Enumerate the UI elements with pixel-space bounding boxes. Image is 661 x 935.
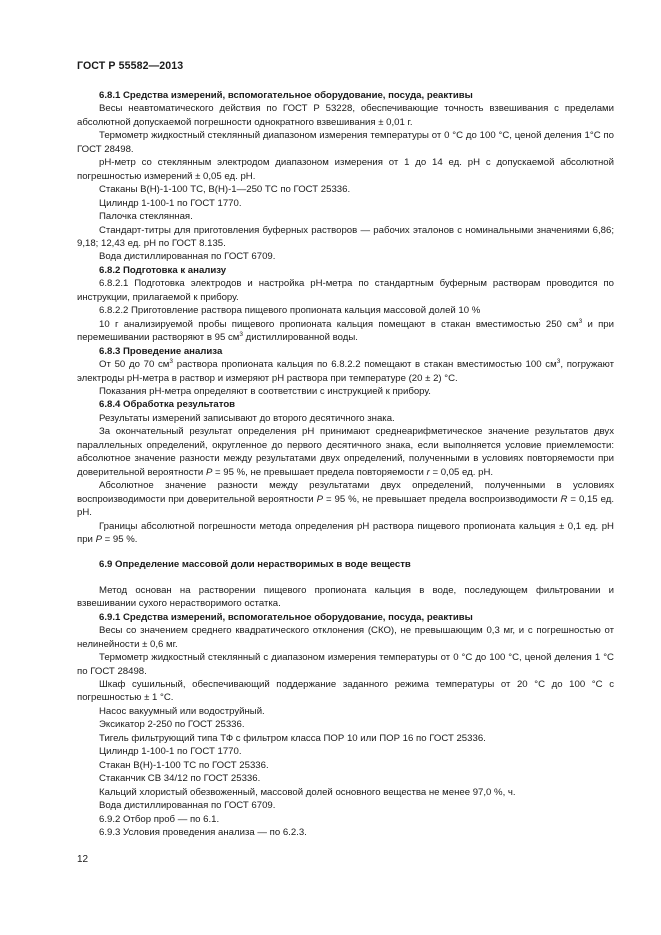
text-run: = 95 %, не превышает предела повторяемости bbox=[212, 466, 427, 478]
section-heading-6-8-2: 6.8.2 Подготовка к анализу bbox=[99, 264, 227, 276]
paragraph: Термометр жидкостный стеклянный диапазоном измерения температуры от 0 °С до 100 °С, ценой деления 1°С по ГОСТ 28498. bbox=[77, 130, 614, 155]
paragraph: Шкаф сушильный, обеспечивающий поддержание заданного режима температуры от 20 °С до 100 °С с погрешностью ± 1 °С. bbox=[77, 679, 614, 704]
paragraph: Цилиндр 1-100-1 по ГОСТ 1770. bbox=[99, 746, 242, 758]
paragraph: 6.8.2.1 Подготовка электродов и настройка рН-метра по стандартным буферным растворам проводится по инструкции, прилагаемой к прибору. bbox=[77, 278, 614, 303]
text-run: 10 г анализируемой пробы пищевого пропионата кальция помещают в стакан вместимостью 250 см bbox=[99, 318, 579, 330]
paragraph: 6.9.3 Условия проведения анализа — по 6.2.3. bbox=[99, 827, 307, 839]
standard-header: ГОСТ Р 55582—2013 bbox=[77, 60, 184, 72]
paragraph: Палочка стеклянная. bbox=[99, 211, 193, 223]
text-run: раствора пропионата кальция по 6.8.2.2 помещают в стакан вместимостью 100 см bbox=[173, 359, 557, 371]
text-run: , погружают электроды рН-метра в раствор и измеряют рН раствора при температуре (20 ± 2) °С. bbox=[77, 359, 614, 384]
paragraph bbox=[77, 520, 614, 547]
superscript: 3 bbox=[169, 357, 174, 365]
text-run: = 95 %, не превышает предела воспроизводимости bbox=[323, 493, 561, 505]
paragraph: Термометр жидкостный стеклянный с диапазоном измерения температуры от 0 °С до 100 °С, ценой деления 1 °С по ГОСТ 28498. bbox=[77, 652, 614, 677]
paragraph: Показания рН-метра определяют в соответствии с инструкцией к прибору. bbox=[99, 385, 431, 397]
superscript: 3 bbox=[556, 357, 561, 365]
text-run: = 95 %. bbox=[101, 533, 138, 545]
page-number: 12 bbox=[77, 854, 89, 865]
variable: r bbox=[426, 466, 430, 478]
text-run: Границы абсолютной погрешности метода определения рН раствора пищевого пропионата кальция ± 0,1 ед. рН при bbox=[77, 520, 614, 545]
variable: R bbox=[560, 493, 568, 505]
text-run: дистиллированной воды. bbox=[242, 332, 358, 344]
paragraph: Метод основан на растворении пищевого пропионата кальция в воде, последующем фильтровании и взвешивании сухого нерастворимого остатка. bbox=[77, 584, 614, 610]
text-run: За окончательный результат определения рН принимают среднеарифметическое значение результатов двух параллельных определений, округленное до первого десятичного знака, если выполняется условие приемлемости: абсолютное значение разности между результатами двух определений, полученными в условиях повторяемости при доверительной вероятности bbox=[77, 426, 614, 478]
paragraph: Кальций хлористый обезвоженный, массовой долей основного вещества не менее 97,0 %, ч. bbox=[99, 786, 516, 798]
paragraph: 6.9.2 Отбор проб — по 6.1. bbox=[99, 813, 220, 825]
paragraph: Тигель фильтрующий типа ТФ с фильтром класса ПОР 10 или ПОР 16 по ГОСТ 25336. bbox=[99, 732, 486, 744]
paragraph: Стандарт-титры для приготовления буферных растворов — рабочих эталонов с номинальными значениями 6,86; 9,18; 12,43 ед. рН по ГОСТ 8.135. bbox=[77, 224, 614, 249]
paragraph bbox=[77, 479, 614, 519]
text-run: и при перемешивании растворяют в 95 см bbox=[77, 318, 614, 344]
paragraph: рН-метр со стеклянным электродом диапазоном измерения от 1 до 14 ед. рН с допускаемой абсолютной погрешностью измерений ± 0,05 ед. рН. bbox=[77, 157, 614, 182]
paragraph: Эксикатор 2-250 по ГОСТ 25336. bbox=[99, 719, 245, 731]
document-body bbox=[77, 89, 614, 839]
paragraph: Вода дистиллированная по ГОСТ 6709. bbox=[99, 800, 276, 812]
section-heading-6-8-3: 6.8.3 Проведение анализа bbox=[99, 345, 223, 357]
paragraph: Весы неавтоматического действия по ГОСТ Р 53228, обеспечивающие точность взвешивания с пределами абсолютной допускаемой погрешности однократного взвешивания ± 0,01 г. bbox=[77, 103, 614, 128]
text-run: = 0,15 ед. рН. bbox=[77, 493, 614, 519]
superscript: 3 bbox=[578, 317, 583, 325]
text-run: Абсолютное значение разности между результатами двух определений, полученными в условиях воспроизводимости при доверительной вероятности bbox=[77, 480, 614, 505]
paragraph: Результаты измерений записывают до второго десятичного знака. bbox=[99, 412, 395, 424]
variable: Р bbox=[205, 466, 213, 478]
paragraph: Стаканчик СВ 34/12 по ГОСТ 25336. bbox=[99, 773, 261, 785]
paragraph: Насос вакуумный или водоструйный. bbox=[99, 705, 265, 717]
paragraph: Весы со значением среднего квадратического отклонения (СКО), не превышающим 0,3 мг, и с погрешностью от нелинейности ± 0,6 мг. bbox=[77, 625, 614, 650]
paragraph bbox=[77, 425, 614, 479]
paragraph bbox=[77, 318, 614, 345]
paragraph: Стакан В(Н)-1-100 ТС по ГОСТ 25336. bbox=[99, 759, 269, 771]
section-heading-6-8-4: 6.8.4 Обработка результатов bbox=[99, 399, 236, 411]
spacer bbox=[77, 572, 614, 584]
section-heading-6-9: 6.9 Определение массовой доли нерастворимых в воде веществ bbox=[99, 559, 411, 571]
section-heading-6-9-1: 6.9.1 Средства измерений, вспомогательное оборудование, посуда, реактивы bbox=[99, 611, 473, 623]
superscript: 3 bbox=[239, 330, 243, 338]
variable: Р bbox=[95, 533, 102, 545]
section-heading-6-8-1: 6.8.1 Средства измерений, вспомогательное оборудование, посуда, реактивы bbox=[99, 90, 473, 101]
text-run: От 50 до 70 см bbox=[99, 359, 170, 371]
variable: Р bbox=[316, 493, 324, 505]
paragraph: 6.8.2.2 Приготовление раствора пищевого пропионата кальция массовой долей 10 % bbox=[99, 305, 481, 317]
paragraph bbox=[77, 358, 614, 385]
paragraph: Вода дистиллированная по ГОСТ 6709. bbox=[99, 251, 276, 263]
spacer bbox=[77, 546, 614, 558]
text-run: = 0,05 ед. рН. bbox=[429, 466, 494, 478]
paragraph: Цилиндр 1-100-1 по ГОСТ 1770. bbox=[99, 197, 242, 209]
paragraph: Стаканы В(Н)-1-100 ТС, В(Н)-1—250 ТС по ГОСТ 25336. bbox=[99, 184, 351, 196]
